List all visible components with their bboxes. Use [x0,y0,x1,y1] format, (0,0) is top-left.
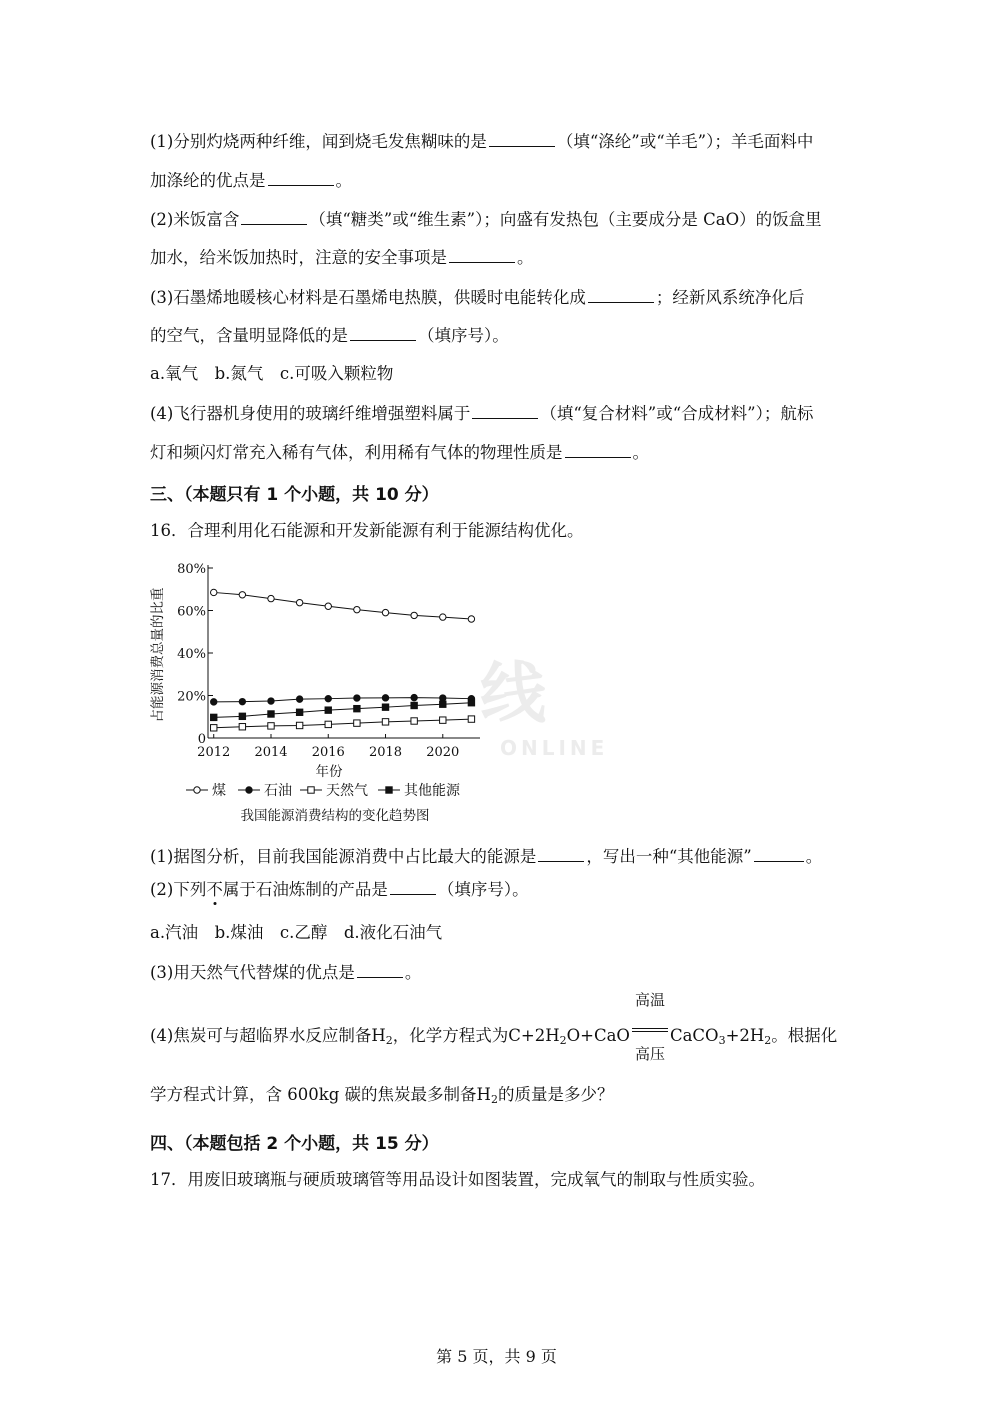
section-heading-3: 三、（本题只有 1 个小题，共 10 分） [150,485,439,505]
q15-part4-line1 [150,402,813,425]
data-point [386,787,392,793]
q15-p4a: (4)飞行器机身使用的玻璃纤维增强塑料属于 [150,404,471,423]
q15-p1d: 。 [335,171,352,190]
q15-part3-line1 [150,286,804,309]
q16-s4d: 学方程式计算，含 600kg 碳的焦炭最多制备 [150,1085,477,1104]
y-tick-label: 60% [177,604,206,620]
data-point [308,787,314,793]
data-point [268,711,274,717]
q16-s2b: 属于石油炼制的产品是 [222,880,388,899]
y-tick-label: 80% [177,562,206,577]
chart-ticks [149,562,459,780]
legend-label: 煤 [212,783,226,799]
data-point [211,714,217,720]
data-point [325,707,331,713]
answer-blank[interactable] [588,286,654,303]
q15-part2-line1 [150,208,822,231]
x-axis-label: 年份 [315,764,343,780]
chemical-equation: $C+2H_2O+CaO$ 高温 高压 $CaCO_3+2H_2$ [508,991,772,1063]
q15-p1c: 加涤纶的优点是 [150,171,266,190]
legend-label: 天然气 [326,783,368,799]
q15-p3b: ；经新风系统净化后 [655,288,805,307]
q16-s3b: 。 [404,963,422,982]
answer-blank[interactable] [449,246,515,263]
data-point [194,787,200,793]
chart-axes [208,565,480,738]
series-line [214,592,472,619]
data-point [440,701,446,707]
series-line [214,719,472,728]
data-point [354,705,360,711]
data-point [411,718,417,724]
q15-p2c: 加水，给米饭加热时，注意的安全事项是 [150,248,447,267]
q16-s1c: 。 [805,847,823,866]
q16-part1 [150,845,822,868]
answer-blank[interactable] [538,845,584,862]
x-tick-label: 2016 [311,745,345,760]
q17-intro: 17．用废旧玻璃瓶与硬质玻璃管等用品设计如图装置，完成氧气的制取与性质实验。 [150,1170,765,1189]
data-point [239,713,245,719]
watermark-text: ONLINE [500,736,609,760]
q15-part3-line2 [150,324,509,347]
q15-part3-options: a.氧气 b.氮气 c.可吸入颗粒物 [150,364,394,383]
data-point [268,723,274,729]
legend-item [186,782,226,799]
q15-p3c: 的空气，含量明显降低的是 [150,326,348,345]
series-line [214,698,472,702]
q15-p2b: （填“糖类”或“维生素”）；向盛有发热包（主要成分是 CaO）的饭盒里 [309,210,822,229]
data-point [411,612,417,618]
x-tick-label: 2018 [368,745,403,760]
data-point [268,698,274,704]
y-axis-label: 占能源消费总量的比重 [150,587,166,723]
q16-part4-line1 [150,991,838,1063]
chart-legend [186,782,461,824]
answer-blank[interactable] [472,402,538,419]
q16-s4e: 的质量是多少？ [497,1085,614,1104]
q15-p4c: 灯和频闪灯常充入稀有气体，利用稀有气体的物理性质是 [150,443,563,462]
answer-blank[interactable] [754,845,804,862]
q16-s2a: (2)下列 [150,880,207,899]
data-point [468,716,474,722]
y-tick-label: 40% [177,647,206,662]
data-point [354,695,360,701]
q15-p1a: (1)分别灼烧两种纤维，闻到烧毛发焦糊味的是 [150,132,487,151]
x-tick-label: 2020 [426,745,460,760]
data-point [468,616,474,622]
x-tick-label: 2012 [197,745,231,760]
data-point [382,609,388,615]
data-point [325,695,331,701]
q15-part1-line2 [150,169,352,192]
data-point [440,717,446,723]
series-line [214,703,472,718]
data-point [296,722,302,728]
answer-blank[interactable] [489,130,555,147]
data-point [468,700,474,706]
y-tick-label: 0 [197,732,206,747]
answer-blank[interactable] [268,169,334,186]
legend-label: 石油 [264,783,292,799]
watermark-logo: 线 [480,655,548,732]
q16-s4a: (4)焦炭可与超临界水反应制备 [150,1026,372,1045]
series-煤 [211,589,475,622]
emphasis-not: 不 [206,880,223,899]
answer-blank[interactable] [565,441,631,458]
data-point [268,595,274,601]
data-point [211,725,217,731]
q15-part2-line2 [150,246,534,269]
data-point [239,592,245,598]
page-footer: 第 5 页，共 9 页 [436,1347,557,1366]
chart-title: 我国能源消费结构的变化趋势图 [240,808,430,824]
answer-blank[interactable] [357,961,403,978]
data-point [354,720,360,726]
legend-item [238,782,292,799]
data-point [440,695,446,701]
answer-blank[interactable] [241,208,307,225]
q16-s2c: （填序号）。 [437,880,529,899]
q16-part4-line2 [150,1084,613,1111]
q15-part1-line1 [150,130,813,153]
data-point [382,719,388,725]
q15-p3d: （填序号）。 [418,326,509,345]
series-其他能源 [211,700,475,721]
data-point [211,589,217,595]
legend-item [300,783,368,799]
section-heading-4: 四、（本题包括 2 个小题，共 15 分） [150,1134,439,1154]
q15-p4b: （填“复合材料”或“合成材料”）；航标 [540,404,814,423]
data-point [296,709,302,715]
q15-p2d: 。 [517,248,534,267]
data-point [411,702,417,708]
legend-label: 其他能源 [404,783,460,799]
answer-blank[interactable] [390,878,436,895]
y-tick-label: 20% [177,689,206,705]
data-point [354,606,360,612]
q16-s1a: (1)据图分析，目前我国能源消费中占比最大的能源是 [150,847,537,866]
h2-symbol: $H_2$ [371,1026,393,1047]
data-point [382,704,388,710]
q16-s4c: 。根据化 [771,1026,838,1045]
q15-p2a: (2)米饭富含 [150,210,240,229]
data-point [246,787,252,793]
data-point [325,603,331,609]
q16-part2 [150,878,529,901]
legend-item [378,782,461,799]
data-point [239,724,245,730]
series-石油 [211,694,475,705]
q16-s4b: ，化学方程式为 [392,1026,509,1045]
data-point [296,599,302,605]
data-point [382,695,388,701]
series-天然气 [211,716,475,731]
q15-part4-line2 [150,441,649,464]
q15-p3a: (3)石墨烯地暖核心材料是石墨烯电热膜，供暖时电能转化成 [150,288,586,307]
data-point [211,699,217,705]
chart-series [211,589,475,731]
equation-conditions: 高温 高压 [630,1019,670,1041]
energy-consumption-chart [140,555,500,830]
q16-part3 [150,961,421,984]
q16-intro: 16．合理利用化石能源和开发新能源有利于能源结构优化。 [150,521,584,540]
q16-s1b: ，写出一种“其他能源” [586,847,752,866]
q15-p4d: 。 [632,443,649,462]
data-point [296,696,302,702]
data-point [325,721,331,727]
data-point [411,694,417,700]
h2-symbol: $H_2$ [476,1085,498,1106]
q16-part2-options: a.汽油 b.煤油 c.乙醇 d.液化石油气 [150,923,443,942]
q15-p1b: （填“涤纶”或“羊毛”）；羊毛面料中 [556,132,814,151]
data-point [440,614,446,620]
q16-s3a: (3)用天然气代替煤的优点是 [150,963,355,982]
answer-blank[interactable] [350,324,416,341]
data-point [239,698,245,704]
x-tick-label: 2014 [254,745,288,760]
